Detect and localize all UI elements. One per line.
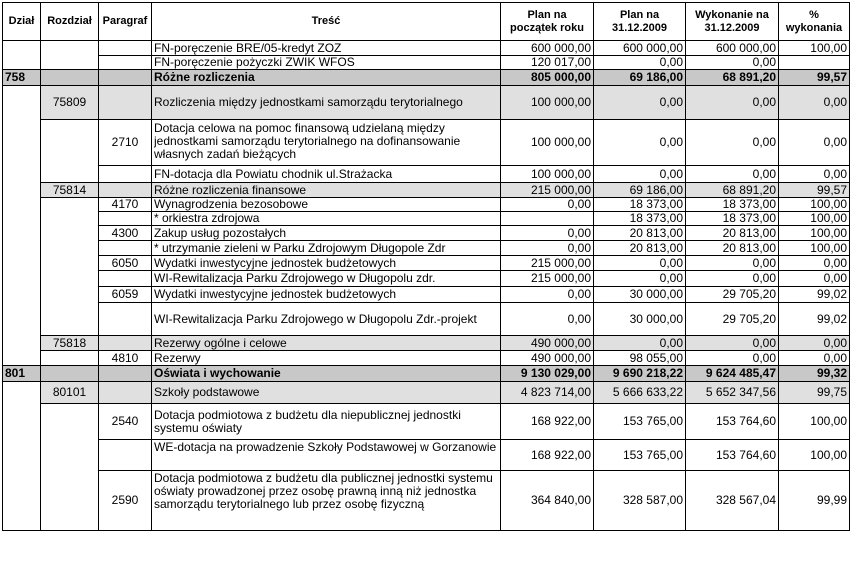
- plan-start-cell: 4 823 714,00: [501, 382, 594, 404]
- execution-cell: 153 764,60: [686, 440, 779, 471]
- percent-cell: 100,00: [779, 404, 850, 440]
- paragraf-cell: [99, 70, 152, 86]
- plan-end-cell: 69 186,00: [594, 183, 686, 198]
- rozdzial-cell: [41, 120, 99, 183]
- rozdzial-cell: 75814: [41, 183, 99, 198]
- plan-start-cell: 0,00: [501, 226, 594, 241]
- plan-end-cell: 18 373,00: [594, 212, 686, 226]
- plan-start-cell: 490 000,00: [501, 336, 594, 351]
- tresc-cell: Wydatki inwestycyjne jednostek budżetowych: [152, 256, 501, 271]
- dzial-cell: 758: [3, 70, 41, 86]
- paragraf-cell: 4810: [99, 351, 152, 366]
- plan-end-cell: 0,00: [594, 166, 686, 183]
- plan-end-cell: 9 690 218,22: [594, 366, 686, 382]
- percent-cell: 0,00: [779, 271, 850, 287]
- paragraf-cell: [99, 183, 152, 198]
- percent-cell: [779, 56, 850, 70]
- plan-end-cell: 0,00: [594, 120, 686, 166]
- paragraf-cell: 2590: [99, 471, 152, 531]
- table-row: [3, 471, 850, 531]
- tresc-cell: Dotacja celowa na pomoc finansową udzielaną między jednostkami samorządu terytorialnego na dofinansowanie własnych zadań bieżących: [152, 120, 501, 166]
- plan-start-cell: 364 840,00: [501, 471, 594, 531]
- plan-end-cell: 30 000,00: [594, 303, 686, 336]
- paragraf-cell: [99, 41, 152, 56]
- percent-cell: 99,57: [779, 70, 850, 86]
- percent-cell: 100,00: [779, 440, 850, 471]
- paragraf-cell: [99, 336, 152, 351]
- tresc-cell: Zakup usług pozostałych: [152, 226, 501, 241]
- percent-cell: 100,00: [779, 41, 850, 56]
- execution-cell: 9 624 485,47: [686, 366, 779, 382]
- dzial-cell: [3, 382, 41, 531]
- percent-cell: 99,57: [779, 183, 850, 198]
- percent-cell: 100,00: [779, 226, 850, 241]
- plan-start-cell: 100 000,00: [501, 120, 594, 166]
- percent-cell: 0,00: [779, 351, 850, 366]
- execution-cell: 29 705,20: [686, 303, 779, 336]
- tresc-cell: Szkoły podstawowe: [152, 382, 501, 404]
- table-row: [3, 256, 850, 271]
- percent-cell: 99,75: [779, 382, 850, 404]
- execution-cell: 0,00: [686, 256, 779, 271]
- plan-end-cell: 69 186,00: [594, 70, 686, 86]
- execution-cell: 0,00: [686, 336, 779, 351]
- paragraf-cell: [99, 212, 152, 226]
- plan-start-cell: 168 922,00: [501, 440, 594, 471]
- percent-cell: 100,00: [779, 198, 850, 212]
- execution-cell: 0,00: [686, 351, 779, 366]
- budget-table: [2, 2, 850, 531]
- tresc-cell: Wynagrodzenia bezosobowe: [152, 198, 501, 212]
- execution-cell: 0,00: [686, 120, 779, 166]
- execution-cell: 153 764,60: [686, 404, 779, 440]
- header-plan-end: Plan na 31.12.2009: [594, 3, 686, 41]
- tresc-cell: Rozliczenia między jednostkami samorządu terytorialnego: [152, 86, 501, 120]
- execution-cell: 5 652 347,56: [686, 382, 779, 404]
- tresc-cell: Różne rozliczenia finansowe: [152, 183, 501, 198]
- rozdzial-cell: [41, 70, 99, 86]
- percent-cell: 0,00: [779, 166, 850, 183]
- plan-end-cell: 98 055,00: [594, 351, 686, 366]
- plan-start-cell: 9 130 029,00: [501, 366, 594, 382]
- table-row-rozdzial: [3, 183, 850, 198]
- table-row: [3, 198, 850, 212]
- table-row: [3, 241, 850, 256]
- paragraf-cell: [99, 166, 152, 183]
- paragraf-cell: [99, 303, 152, 336]
- percent-cell: 99,32: [779, 366, 850, 382]
- execution-cell: 0,00: [686, 271, 779, 287]
- tresc-cell: FN-poręczenie pożyczki ZWIK WFOS: [152, 56, 501, 70]
- execution-cell: 68 891,20: [686, 70, 779, 86]
- plan-start-cell: 805 000,00: [501, 70, 594, 86]
- dzial-cell: [3, 86, 41, 366]
- header-row: [3, 3, 850, 41]
- percent-cell: 0,00: [779, 86, 850, 120]
- plan-start-cell: 168 922,00: [501, 404, 594, 440]
- plan-start-cell: [501, 212, 594, 226]
- table-row: [3, 226, 850, 241]
- table-row: [3, 271, 850, 287]
- tresc-cell: Dotacja podmiotowa z budżetu dla publicznej jednostki systemu oświaty prowadzonej przez osobę prawną inną niż jednostka samorządu terytorialnego lub przez osobę fizyczną: [152, 471, 501, 531]
- tresc-cell: Rezerwy: [152, 351, 501, 366]
- execution-cell: 0,00: [686, 56, 779, 70]
- paragraf-cell: 6050: [99, 256, 152, 271]
- execution-cell: 600 000,00: [686, 41, 779, 56]
- paragraf-cell: [99, 440, 152, 471]
- rozdzial-cell: [41, 198, 99, 336]
- percent-cell: 100,00: [779, 241, 850, 256]
- plan-end-cell: 153 765,00: [594, 404, 686, 440]
- tresc-cell: WI-Rewitalizacja Parku Zdrojowego w Długopolu zdr.: [152, 271, 501, 287]
- header-execution: Wykonanie na 31.12.2009: [686, 3, 779, 41]
- table-row-rozdzial: [3, 382, 850, 404]
- paragraf-cell: 4170: [99, 198, 152, 212]
- tresc-cell: Rezerwy ogólne i celowe: [152, 336, 501, 351]
- plan-start-cell: 215 000,00: [501, 271, 594, 287]
- paragraf-cell: 6059: [99, 287, 152, 303]
- paragraf-cell: [99, 241, 152, 256]
- plan-start-cell: 215 000,00: [501, 256, 594, 271]
- plan-start-cell: 600 000,00: [501, 41, 594, 56]
- execution-cell: 20 813,00: [686, 226, 779, 241]
- percent-cell: 99,02: [779, 303, 850, 336]
- header-paragraf: Paragraf: [99, 3, 152, 41]
- plan-end-cell: 0,00: [594, 56, 686, 70]
- paragraf-cell: [99, 271, 152, 287]
- rozdzial-cell: [41, 41, 99, 70]
- execution-cell: 0,00: [686, 166, 779, 183]
- plan-start-cell: 490 000,00: [501, 351, 594, 366]
- rozdzial-cell: [41, 404, 99, 531]
- execution-cell: 18 373,00: [686, 212, 779, 226]
- table-row: [3, 41, 850, 56]
- header-tresc: Treść: [152, 3, 501, 41]
- plan-end-cell: 20 813,00: [594, 241, 686, 256]
- plan-end-cell: 0,00: [594, 256, 686, 271]
- rozdzial-cell: 75809: [41, 86, 99, 120]
- table-row-rozdzial: [3, 336, 850, 351]
- percent-cell: 0,00: [779, 120, 850, 166]
- header-rozdzial: Rozdział: [41, 3, 99, 41]
- paragraf-cell: 4300: [99, 226, 152, 241]
- execution-cell: 328 567,04: [686, 471, 779, 531]
- plan-start-cell: 0,00: [501, 287, 594, 303]
- table-row: [3, 120, 850, 166]
- plan-end-cell: 600 000,00: [594, 41, 686, 56]
- paragraf-cell: [99, 86, 152, 120]
- plan-start-cell: 100 000,00: [501, 166, 594, 183]
- table-row: [3, 303, 850, 336]
- table-row: [3, 56, 850, 70]
- tresc-cell: FN-poręczenie BRE/05-kredyt ZOZ: [152, 41, 501, 56]
- table-row-dzial: [3, 70, 850, 86]
- plan-end-cell: 328 587,00: [594, 471, 686, 531]
- tresc-cell: FN-dotacja dla Powiatu chodnik ul.Strażacka: [152, 166, 501, 183]
- plan-end-cell: 0,00: [594, 86, 686, 120]
- header-percent: % wykonania: [779, 3, 850, 41]
- plan-end-cell: 5 666 633,22: [594, 382, 686, 404]
- plan-end-cell: 18 373,00: [594, 198, 686, 212]
- dzial-cell: 801: [3, 366, 41, 382]
- paragraf-cell: [99, 366, 152, 382]
- plan-end-cell: 0,00: [594, 271, 686, 287]
- table-row: [3, 166, 850, 183]
- header-dzial: Dział: [3, 3, 41, 41]
- execution-cell: 68 891,20: [686, 183, 779, 198]
- paragraf-cell: [99, 56, 152, 70]
- table-row: [3, 287, 850, 303]
- table-row: [3, 440, 850, 471]
- rozdzial-cell: [41, 366, 99, 382]
- table-row: [3, 404, 850, 440]
- plan-start-cell: 0,00: [501, 198, 594, 212]
- tresc-cell: * orkiestra zdrojowa: [152, 212, 501, 226]
- plan-start-cell: 0,00: [501, 303, 594, 336]
- percent-cell: 0,00: [779, 256, 850, 271]
- plan-start-cell: 0,00: [501, 241, 594, 256]
- plan-start-cell: 215 000,00: [501, 183, 594, 198]
- execution-cell: 0,00: [686, 86, 779, 120]
- plan-end-cell: 30 000,00: [594, 287, 686, 303]
- rozdzial-cell: [41, 351, 99, 366]
- execution-cell: 18 373,00: [686, 198, 779, 212]
- percent-cell: 99,02: [779, 287, 850, 303]
- dzial-cell: [3, 41, 41, 70]
- tresc-cell: * utrzymanie zieleni w Parku Zdrojowym Długopole Zdr: [152, 241, 501, 256]
- plan-end-cell: 20 813,00: [594, 226, 686, 241]
- tresc-cell: Wydatki inwestycyjne jednostek budżetowych: [152, 287, 501, 303]
- tresc-cell: WE-dotacja na prowadzenie Szkoły Podstawowej w Gorzanowie: [152, 440, 501, 471]
- percent-cell: 0,00: [779, 336, 850, 351]
- execution-cell: 29 705,20: [686, 287, 779, 303]
- tresc-cell: Oświata i wychowanie: [152, 366, 501, 382]
- tresc-cell: Dotacja podmiotowa z budżetu dla niepublicznej jednostki systemu oświaty: [152, 404, 501, 440]
- plan-start-cell: 100 000,00: [501, 86, 594, 120]
- rozdzial-cell: 75818: [41, 336, 99, 351]
- rozdzial-cell: 80101: [41, 382, 99, 404]
- plan-end-cell: 153 765,00: [594, 440, 686, 471]
- paragraf-cell: 2540: [99, 404, 152, 440]
- table-row-dzial: [3, 366, 850, 382]
- execution-cell: 20 813,00: [686, 241, 779, 256]
- header-plan-start: Plan na początek roku: [501, 3, 594, 41]
- paragraf-cell: [99, 382, 152, 404]
- plan-end-cell: 0,00: [594, 336, 686, 351]
- percent-cell: 100,00: [779, 212, 850, 226]
- table-row: [3, 212, 850, 226]
- tresc-cell: Różne rozliczenia: [152, 70, 501, 86]
- table-row: [3, 351, 850, 366]
- paragraf-cell: 2710: [99, 120, 152, 166]
- plan-start-cell: 120 017,00: [501, 56, 594, 70]
- table-row-rozdzial: [3, 86, 850, 120]
- percent-cell: 99,99: [779, 471, 850, 531]
- tresc-cell: WI-Rewitalizacja Parku Zdrojowego w Długopolu Zdr.-projekt: [152, 303, 501, 336]
